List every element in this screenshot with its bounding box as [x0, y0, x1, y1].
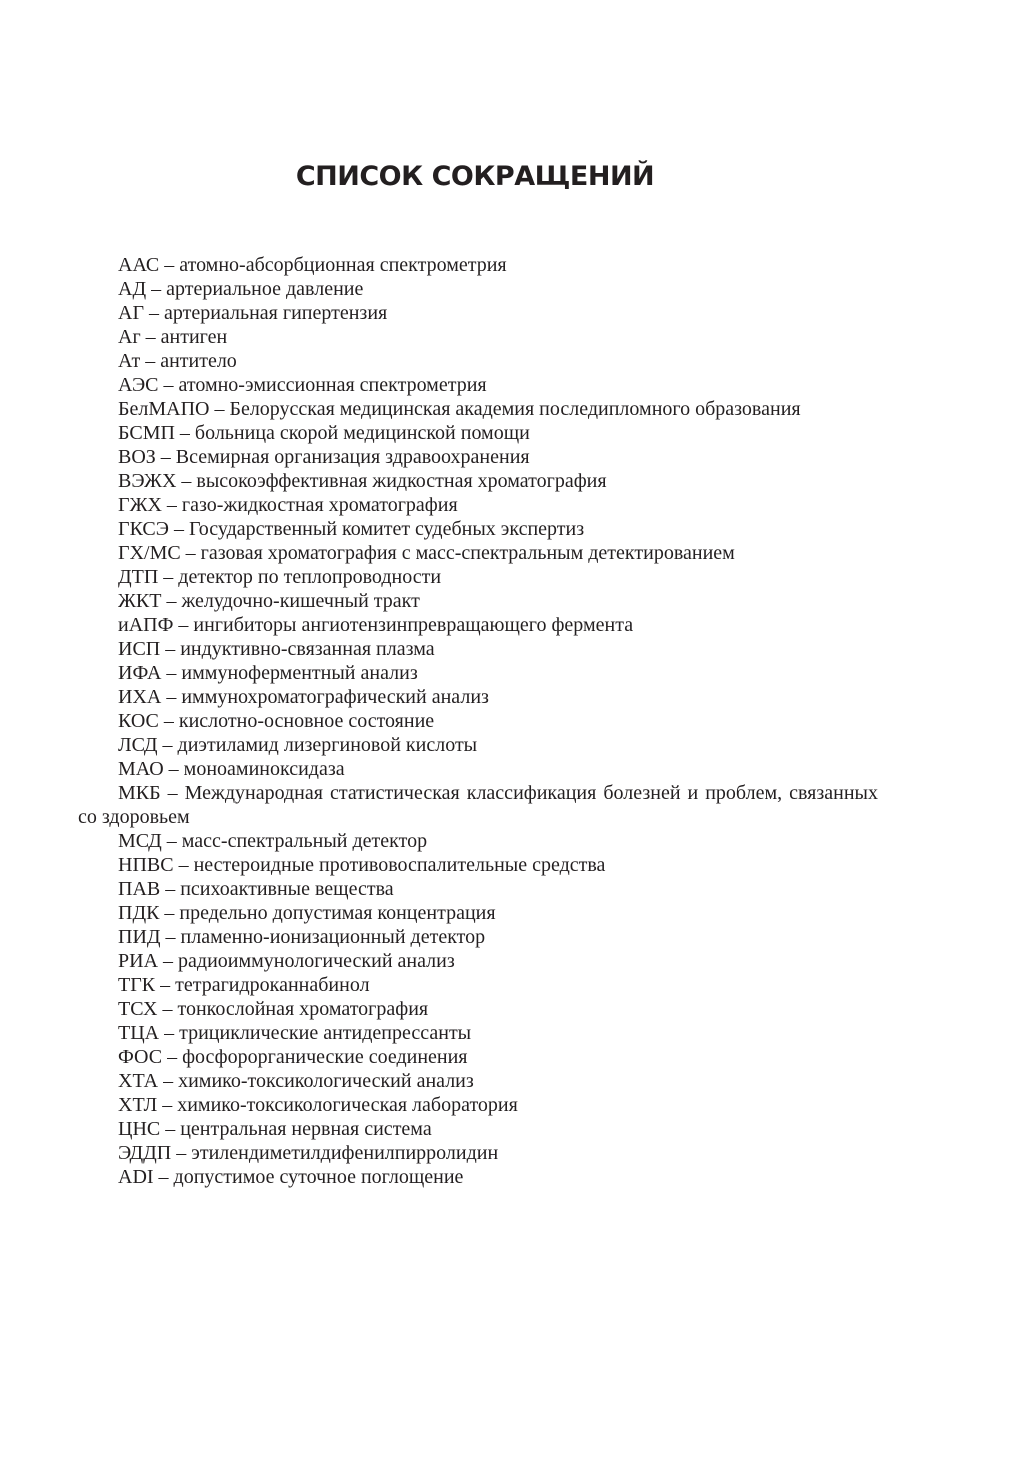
- list-item: ХТЛ – химико-токсикологическая лаборатория: [118, 1094, 518, 1116]
- list-item: ФОС – фосфорорганические соединения: [118, 1046, 468, 1068]
- list-item: КОС – кислотно-основное состояние: [118, 710, 435, 732]
- list-item: АГ – артериальная гипертензия: [118, 302, 388, 324]
- list-item: ПИД – пламенно-ионизационный детектор: [118, 926, 486, 948]
- list-item: АД – артериальное давление: [118, 278, 364, 300]
- list-item: ИСП – индуктивно-связанная плазма: [118, 638, 435, 660]
- list-item: РИА – радиоиммунологический анализ: [118, 950, 455, 972]
- list-item: БелМАПО – Белорусская медицинская академия последипломного образования: [118, 398, 801, 420]
- abbreviation-list: [78, 253, 878, 1189]
- list-item: МКБ – Международная статистическая классификация болезней и проблем, связанных со здоровьем: [78, 782, 878, 828]
- list-item: ИФА – иммуноферментный анализ: [118, 662, 418, 684]
- list-item: ХТА – химико-токсикологический анализ: [118, 1070, 474, 1092]
- list-item: НПВС – нестероидные противовоспалительные средства: [118, 854, 606, 876]
- list-item: ТСХ – тонкослойная хроматография: [118, 998, 429, 1020]
- list-item: АЭС – атомно-эмиссионная спектрометрия: [118, 374, 487, 396]
- list-item: ПДК – предельно допустимая концентрация: [118, 902, 496, 924]
- list-item: БСМП – больница скорой медицинской помощи: [118, 422, 530, 444]
- list-item: ТГК – тетрагидроканнабинол: [118, 974, 370, 996]
- list-item: ЛСД – диэтиламид лизергиновой кислоты: [118, 734, 478, 756]
- list-item: ААС – атомно-абсорбционная спектрометрия: [118, 254, 507, 276]
- list-item: ИХА – иммунохроматографический анализ: [118, 686, 489, 708]
- list-item: ГКСЭ – Государственный комитет судебных экспертиз: [118, 518, 585, 540]
- list-item: ПАВ – психоактивные вещества: [118, 878, 394, 900]
- list-item: ADI – допустимое суточное поглощение: [118, 1166, 464, 1188]
- page-title: СПИСОК СОКРАЩЕНИЙ: [295, 161, 655, 192]
- list-item: ЭДДП – этилендиметилдифенилпирролидин: [118, 1142, 499, 1164]
- list-item: ДТП – детектор по теплопроводности: [118, 566, 442, 588]
- list-item: ГХ/МС – газовая хроматография с масс-спектральным детектированием: [118, 542, 735, 564]
- list-item: ЖКТ – желудочно-кишечный тракт: [118, 590, 420, 612]
- list-item: Аг – антиген: [118, 326, 228, 348]
- list-item: МАО – моноаминоксидаза: [118, 758, 345, 780]
- list-item: МСД – масс-спектральный детектор: [118, 830, 428, 852]
- list-item: ВЭЖХ – высокоэффективная жидкостная хроматография: [118, 470, 607, 492]
- list-item: ТЦА – трициклические антидепрессанты: [118, 1022, 472, 1044]
- list-item: ЦНС – центральная нервная система: [118, 1118, 432, 1140]
- list-item: ГЖХ – газо-жидкостная хроматография: [118, 494, 458, 516]
- list-item: иАПФ – ингибиторы ангиотензинпревращающего фермента: [118, 614, 634, 636]
- list-item: ВОЗ – Всемирная организация здравоохранения: [118, 446, 530, 468]
- list-item: Ат – антитело: [118, 350, 237, 372]
